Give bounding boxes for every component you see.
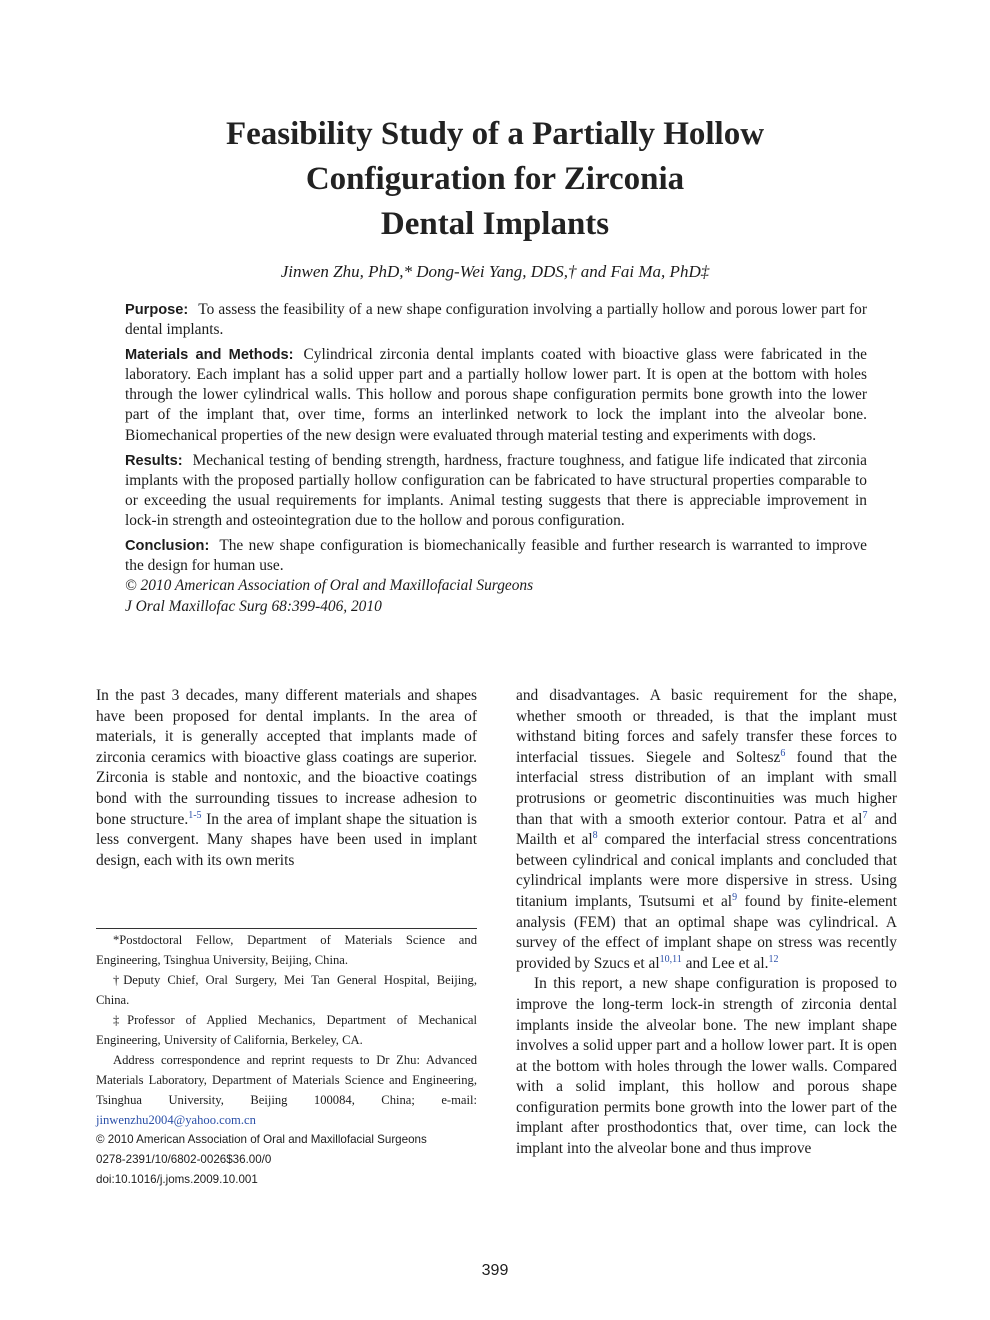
ref-link-1-5[interactable]: 1-5 [188,809,202,821]
intro-paragraph [96,686,477,871]
report-paragraph: In this report, a new shape configuration is proposed to improve the long-term lock-in strength of zirconia dental implants inside the alveolar bone. The new implant shape involves a solid upper part and a hollow lower part. It is open at the bottom with holes through the lower walls. Compared with a solid implant, this hollow and porous shape configuration permits bone growth into the lower part of the implant after prosthodontics that, over time, can lock the implant into the alveolar bone and thus improve [516,975,897,1158]
intro-paragraph-cont [516,686,897,974]
footnote-copyright: © 2010 American Association of Oral and Maxillofacial Surgeons [96,1133,427,1146]
body-text-e: found by finite-element analysis (FEM) that an optimal shape was cylindrical. A survey of the effect of implant shape on stress was recently provided by Szucs et al [516,892,897,972]
results-label: Results: [125,452,183,469]
body-text-d: compared the interfacial stress concentrations between cylindrical and conical implants and concluded that cylindrical implants were more dispersive in stress. Using titanium implants, Tsutsumi et al [516,831,897,910]
methods-text: Cylindrical zirconia dental implants coated with bioactive glass were fabricated in the laboratory. Each implant has a solid upper part and a partially hollow lower part. It is open at the bottom with holes through the lower cylindrical walls. This hollow and porous shape configuration permits bone growth into the lower part of the implant that, over time, forms an interlinked network to lock the implant into the alveolar bone. Biomechanical properties of the new design were evaluated through material testing and experiments with dogs. [125,346,867,444]
ref-link-10-11[interactable]: 10,11 [659,953,682,965]
ref-link-7[interactable]: 7 [862,809,868,821]
body-text-f: and Lee et al. [681,954,769,972]
article-title [95,112,895,247]
ref-link-9[interactable]: 9 [732,891,738,903]
results-text: Mechanical testing of bending strength, hardness, fracture toughness, and fatigue life indicated that zirconia implants with the proposed partially hollow configuration can be fabricated to have structural properties comparable to or exceeding the usual requirements for implants. Animal testing suggests that there is appreciable improvement in lock-in strength and osteointegration due to the hollow and porous configuration. [125,451,867,529]
ref-link-8[interactable]: 8 [592,830,598,842]
purpose-text: To assess the feasibility of a new shape configuration involving a partially hollow and porous lower part for dental implants. [125,301,867,339]
address-text: Address correspondence and reprint requests to Dr Zhu: Advanced Materials Laboratory, Department of Materials Science and Engineering, Tsinghua University, Beijing 100084, China; e-mail: [96,1053,477,1107]
email-link[interactable]: jinwenzhu2004@yahoo.com.cn [96,1113,256,1127]
abstract [125,300,867,617]
abstract-copyright: © 2010 American Association of Oral and Maxillofacial Surgeons [125,577,534,595]
title-line-1: Feasibility Study of a Partially Hollow [225,116,765,152]
footnote-doi[interactable]: doi:10.1016/j.joms.2009.10.001 [96,1173,258,1186]
abstract-results [125,451,867,531]
body-text-b: found that the interfacial stress distribution of an implant with small protrusions or geometric discontinuities was much higher than that with a smooth exterior contour. Patra et al [516,748,897,828]
body-column-left [96,686,477,871]
body-text-a: and disadvantages. A basic requirement for the shape, whether smooth or threaded, is that the implant must withstand biting forces and safely transfer these forces to interfacial tissues. Siegele and Soltesz [516,687,897,766]
intro-text-b: In the area of implant shape the situation is less convergent. Many shapes have been used in implant design, each with its own merits [96,810,477,869]
abstract-purpose [125,300,867,340]
abstract-conclusion [125,536,867,576]
footnote-address [96,1050,477,1130]
author-list: Jinwen Zhu, PhD,* Dong-Wei Yang, DDS,† and Fai Ma, PhD‡ [280,262,710,281]
conclusion-label: Conclusion: [125,538,210,555]
body-text-c: and Mailth et al [516,810,897,849]
abstract-methods [125,345,867,445]
footnote-divider [96,928,477,929]
body-column-right [516,686,897,1160]
ref-link-12[interactable]: 12 [768,953,779,965]
footnote-issn: 0278-2391/10/6802-0026$36.00/0 [96,1153,272,1166]
page-number: 399 [481,1262,509,1279]
conclusion-text: The new shape configuration is biomechanically feasible and further research is warranted to improve the design for human use. [125,537,867,575]
footnotes [96,930,477,1190]
purpose-label: Purpose: [125,302,189,318]
title-line-2: Configuration for Zirconia [305,161,685,197]
footnote-author-2: †Deputy Chief, Oral Surgery, Mei Tan General Hospital, Beijing, China. [96,973,477,1007]
abstract-citation: J Oral Maxillofac Surg 68:399-406, 2010 [125,597,382,615]
title-line-3: Dental Implants [380,206,610,242]
footnote-author-1: *Postdoctoral Fellow, Department of Materials Science and Engineering, Tsinghua University, Beijing, China. [96,933,477,967]
intro-text-a: In the past 3 decades, many different materials and shapes have been proposed for dental implants. In the area of materials, it is generally accepted that implants made of zirconia ceramics with bioactive glass coatings are superior. Zirconia is stable and nontoxic, and the bioactive coatings bond with the surrounding tissues to increase adhesion to bone structure. [96,687,477,828]
methods-label: Materials and Methods: [125,347,294,364]
footnote-author-3: ‡Professor of Applied Mechanics, Department of Mechanical Engineering, University of California, Berkeley, CA. [96,1013,477,1047]
ref-link-6[interactable]: 6 [780,747,786,759]
